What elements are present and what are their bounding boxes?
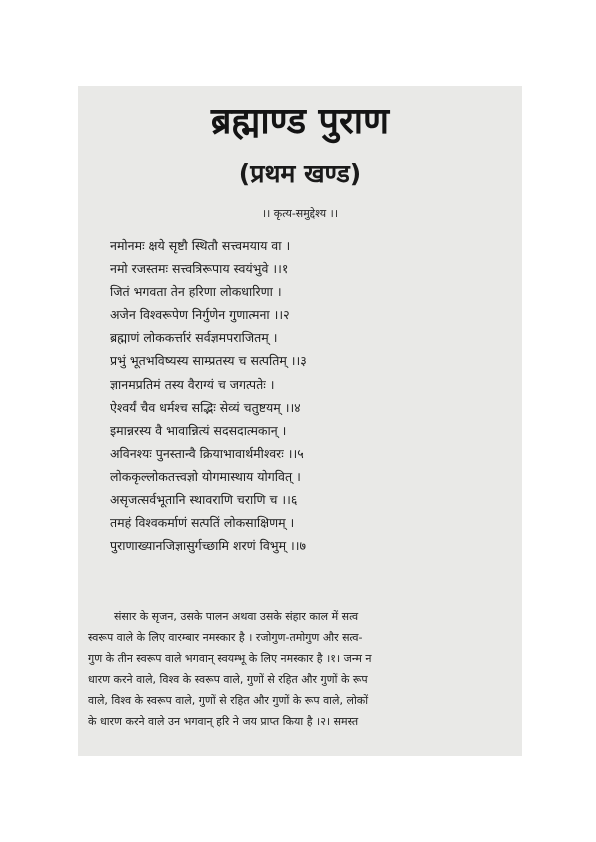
verse-line: पुराणाख्यानजिज्ञासुर्गच्छामि शरणं विभुम् ।।७ xyxy=(110,538,307,554)
verse-line: ब्रह्माणं लोककर्त्तारं सर्वज्ञमपराजितम् । xyxy=(110,330,278,346)
verse-line: अविनश्यः पुनस्तान्वै क्रियाभावार्थमीश्वरः ।।५ xyxy=(110,445,304,461)
section-heading: ।। कृत्य-समुद्देश्य ।। xyxy=(261,207,339,220)
page-subtitle: (प्रथम खण्ड) xyxy=(238,159,362,188)
verse-line: तमहं विश्वकर्माणं सत्पतिं लोकसाक्षिणम् । xyxy=(110,515,295,531)
sanskrit-verses xyxy=(110,234,510,557)
verse-line: ज्ञानमप्रतिमं तस्य वैराग्यं च जगत्पतेः । xyxy=(110,376,275,392)
translation-line: धारण करने वाले, विश्व के स्वरूप वाले, गुणों से रहित और गुणों के रूप xyxy=(88,673,368,686)
translation-line: वाले, विश्व के स्वरूप वाले, गुणों से रहित और गुणों के रूप वाले, लोकों xyxy=(88,694,369,707)
verse-line: जितं भगवता तेन हरिणा लोकधारिणा । xyxy=(110,284,282,300)
translation-line: गुण के तीन स्वरूप वाले भगवान् स्वयम्भू के लिए नमस्कार है ।१। जन्म न xyxy=(88,652,372,665)
verse-line: असृजत्सर्वभूतानि स्थावराणि चराणि च ।।६ xyxy=(110,492,298,508)
verse-line: इमान्नरस्य वै भावान्नित्यं सदसदात्मकान् । xyxy=(110,422,287,438)
verse-line: अजेन विश्वरूपेण निर्गुणेन गुणात्मना ।।२ xyxy=(110,307,290,323)
verse-line: प्रभुं भूतभविष्यस्य साम्प्रतस्य च सत्पतिम् ।।३ xyxy=(110,353,307,369)
verse-line: ऐश्वर्यं चैव धर्मश्च सद्भिः सेव्यं चतुष्टयम् ।।४ xyxy=(110,399,301,415)
translation-line: संसार के सृजन, उसके पालन अथवा उसके संहार काल में सत्व xyxy=(114,610,359,623)
translation-line: के धारण करने वाले उन भगवान् हरि ने जय प्राप्त किया है ।२। समस्त xyxy=(88,715,359,728)
translation-line: स्वरूप वाले के लिए वारम्बार नमस्कार है । रजोगुण-तमोगुण और सत्व- xyxy=(88,631,363,644)
hindi-translation xyxy=(88,606,512,732)
scanned-page-region xyxy=(78,86,522,756)
verse-line: नमोनमः क्षये सृष्टौ स्थितौ सत्त्वमयाय वा । xyxy=(110,238,291,253)
page-title: ब्रह्माण्ड पुराण xyxy=(210,101,390,142)
verse-line: लोककृल्लोकतत्त्वज्ञो योगमास्थाय योगवित् । xyxy=(110,468,301,484)
verse-line: नमो रजस्तमः सत्त्वत्रिरूपाय स्वयंभुवे ।।१ xyxy=(110,261,289,277)
